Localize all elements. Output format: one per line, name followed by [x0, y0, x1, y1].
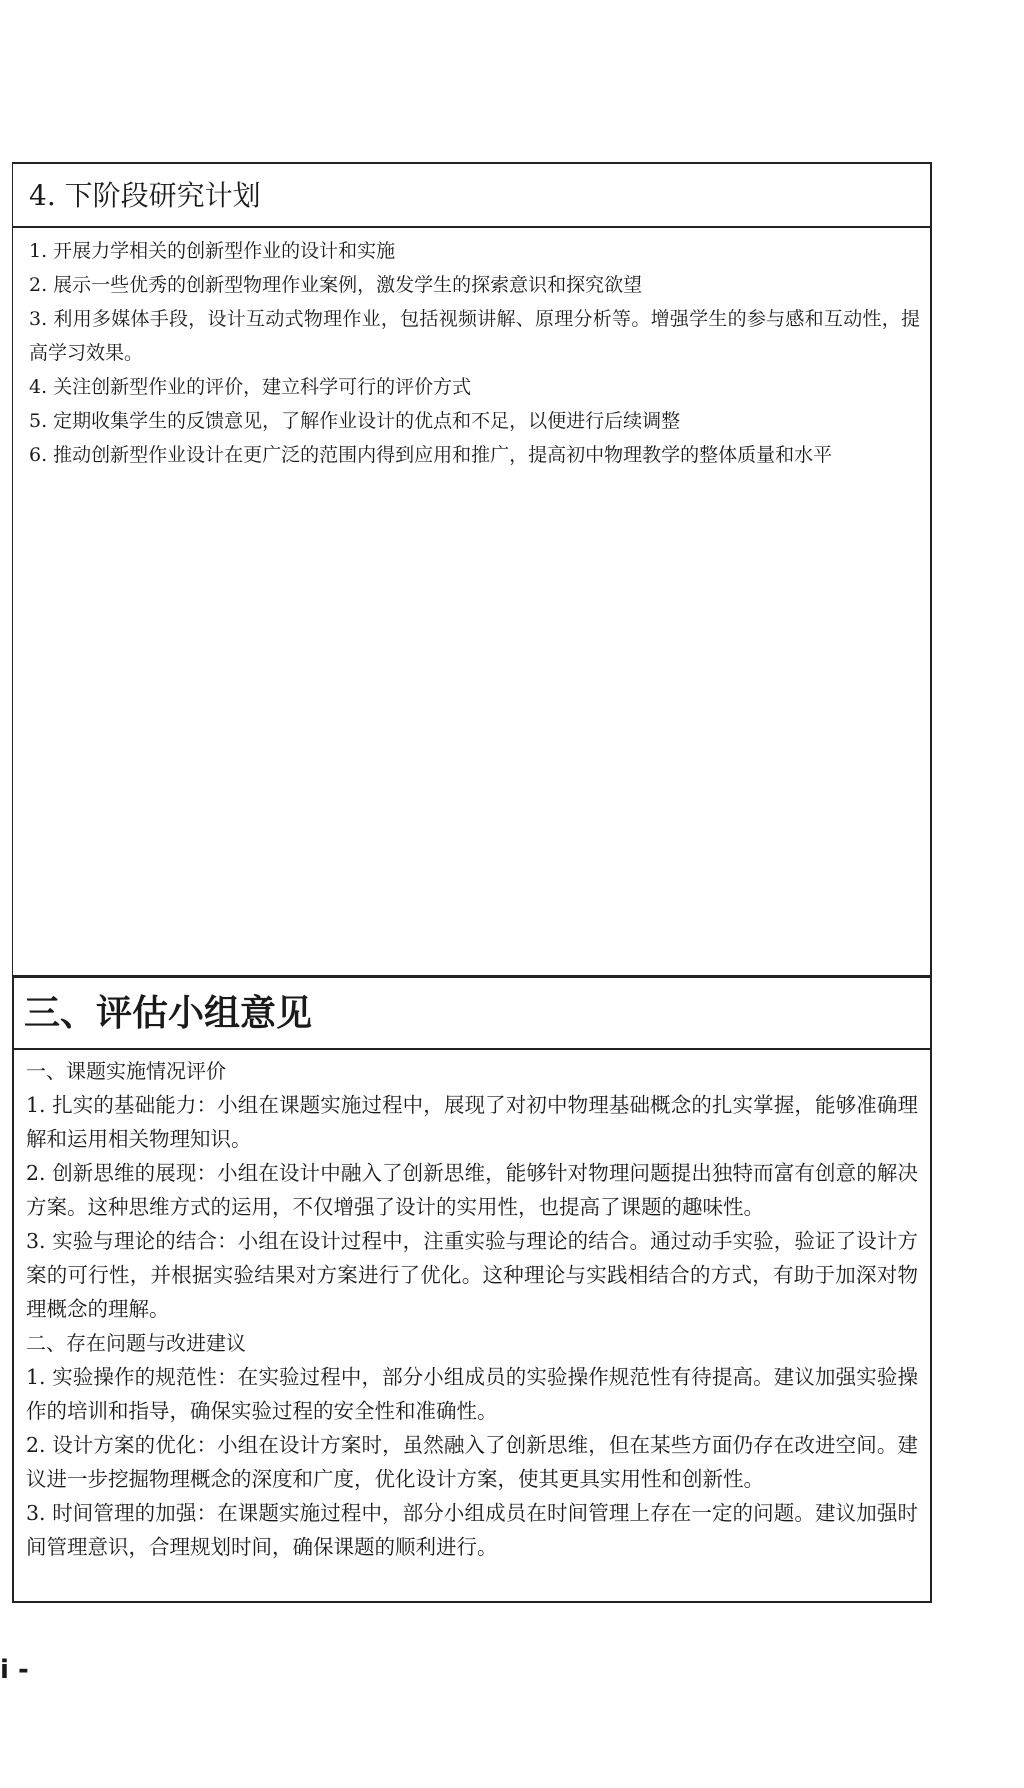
list-item: 1. 扎实的基础能力：小组在课题实施过程中，展现了对初中物理基础概念的扎实掌握，能够准确理解和运用相关物理知识。	[26, 1093, 918, 1151]
research-plan-list	[13, 228, 930, 472]
list-item: 3. 时间管理的加强：在课题实施过程中，部分小组成员在时间管理上存在一定的问题。建议加强时间管理意识，合理规划时间，确保课题的顺利进行。	[26, 1501, 918, 1559]
list-item: 3. 利用多媒体手段，设计互动式物理作业，包括视频讲解、原理分析等。增强学生的参与感和互动性，提高学习效果。	[29, 308, 920, 364]
issues-subheading: 二、存在问题与改进建议	[26, 1331, 246, 1355]
list-item: 5. 定期收集学生的反馈意见，了解作业设计的优点和不足，以便进行后续调整	[29, 410, 681, 432]
list-item: 2. 设计方案的优化：小组在设计方案时，虽然融入了创新思维，但在某些方面仍存在改进空间。建议进一步挖掘物理概念的深度和广度，优化设计方案，使其更具实用性和创新性。	[26, 1433, 918, 1491]
page-number-fragment: i -	[0, 1655, 29, 1685]
list-item: 2. 创新思维的展现：小组在设计中融入了创新思维，能够针对物理问题提出独特而富有创意的解决方案。这种思维方式的运用，不仅增强了设计的实用性，也提高了课题的趣味性。	[26, 1161, 918, 1219]
evaluation-body	[14, 1050, 930, 1564]
research-plan-section	[12, 162, 932, 977]
list-item: 4. 关注创新型作业的评价，建立科学可行的评价方式	[29, 376, 472, 398]
evaluation-subheading: 一、课题实施情况评价	[26, 1059, 226, 1083]
list-item: 3. 实验与理论的结合：小组在设计过程中，注重实验与理论的结合。通过动手实验，验证了设计方案的可行性，并根据实验结果对方案进行了优化。这种理论与实践相结合的方式，有助于加深对物理概念的理解。	[26, 1229, 918, 1321]
evaluation-title: 三、评估小组意见	[14, 978, 930, 1050]
evaluation-section	[12, 977, 932, 1603]
list-item: 6. 推动创新型作业设计在更广泛的范围内得到应用和推广，提高初中物理教学的整体质量和水平	[29, 444, 833, 466]
list-item: 1. 开展力学相关的创新型作业的设计和实施	[29, 240, 396, 262]
list-item: 1. 实验操作的规范性：在实验过程中，部分小组成员的实验操作规范性有待提高。建议加强实验操作的培训和指导，确保实验过程的安全性和准确性。	[26, 1365, 918, 1423]
research-plan-title: 4. 下阶段研究计划	[13, 164, 930, 228]
list-item: 2. 展示一些优秀的创新型物理作业案例，激发学生的探索意识和探究欲望	[29, 274, 643, 296]
